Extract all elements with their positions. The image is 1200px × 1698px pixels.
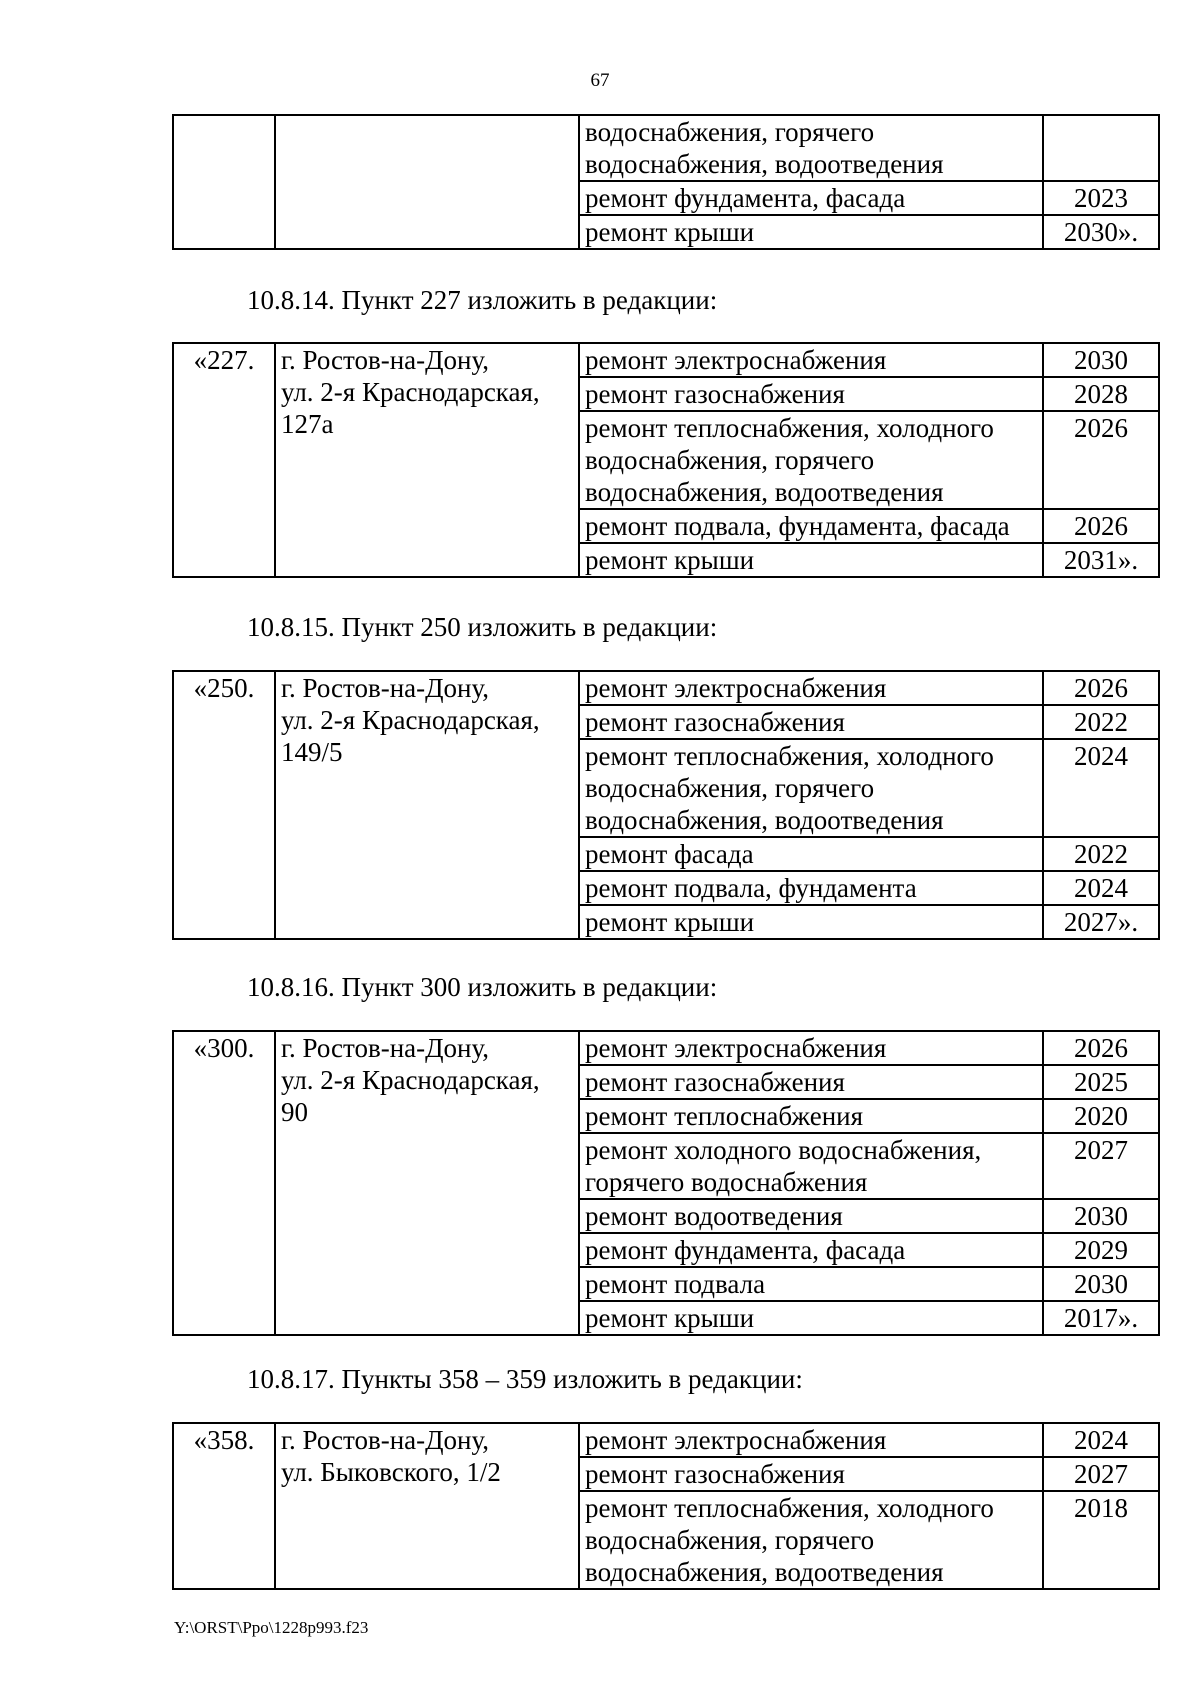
year-cell: 2023	[1043, 181, 1159, 215]
work-cell: ремонт теплоснабжения, холодного водоснабжения, горячего водоснабжения, водоотведения	[579, 739, 1043, 837]
work-cell: ремонт фундамента, фасада	[579, 181, 1043, 215]
year-cell: 2024	[1043, 1423, 1159, 1457]
section-heading: 10.8.17. Пункты 358 – 359 изложить в редакции:	[247, 1364, 803, 1394]
work-cell: ремонт водоотведения	[579, 1199, 1043, 1233]
year-cell: 2030	[1043, 1267, 1159, 1301]
year-cell: 2024	[1043, 739, 1159, 837]
year-cell: 2026	[1043, 1031, 1159, 1065]
year-cell: 2022	[1043, 705, 1159, 739]
year-cell: 2027	[1043, 1457, 1159, 1491]
item-table	[172, 670, 1160, 940]
section-heading: 10.8.14. Пункт 227 изложить в редакции:	[247, 285, 718, 315]
address-cell: г. Ростов-на-Дону, ул. 2-я Краснодарская, 127а	[275, 343, 579, 577]
address-cell	[275, 115, 579, 249]
address-cell: г. Ростов-на-Дону, ул. 2-я Краснодарская, 149/5	[275, 671, 579, 939]
year-cell: 2024	[1043, 871, 1159, 905]
item-table	[172, 1030, 1160, 1336]
work-cell: ремонт газоснабжения	[579, 1065, 1043, 1099]
work-cell: ремонт газоснабжения	[579, 705, 1043, 739]
year-cell: 2022	[1043, 837, 1159, 871]
work-cell: ремонт теплоснабжения	[579, 1099, 1043, 1133]
work-cell: ремонт фасада	[579, 837, 1043, 871]
year-cell: 2027».	[1043, 905, 1159, 939]
year-cell: 2017».	[1043, 1301, 1159, 1335]
year-cell: 2030	[1043, 1199, 1159, 1233]
year-cell: 2029	[1043, 1233, 1159, 1267]
work-cell: ремонт теплоснабжения, холодного водоснабжения, горячего водоснабжения, водоотведения	[579, 1491, 1043, 1589]
work-cell: ремонт подвала	[579, 1267, 1043, 1301]
work-cell: ремонт крыши	[579, 1301, 1043, 1335]
table-row	[173, 1031, 1159, 1065]
section-heading: 10.8.16. Пункт 300 изложить в редакции:	[247, 972, 718, 1002]
work-cell: ремонт газоснабжения	[579, 377, 1043, 411]
year-cell: 2028	[1043, 377, 1159, 411]
item-table	[172, 342, 1160, 578]
continuation-table	[172, 114, 1160, 250]
item-table	[172, 1422, 1160, 1590]
item-number-cell	[173, 115, 275, 249]
year-cell: 2018	[1043, 1491, 1159, 1589]
work-cell: ремонт электроснабжения	[579, 671, 1043, 705]
work-cell: ремонт холодного водоснабжения, горячего водоснабжения	[579, 1133, 1043, 1199]
year-cell: 2026	[1043, 671, 1159, 705]
work-cell: ремонт подвала, фундамента, фасада	[579, 509, 1043, 543]
table-row	[173, 343, 1159, 377]
file-path-footer: Y:\ORST\Ppo\1228p993.f23	[174, 1618, 369, 1637]
year-cell: 2026	[1043, 411, 1159, 509]
year-cell: 2030».	[1043, 215, 1159, 249]
work-cell: ремонт электроснабжения	[579, 1423, 1043, 1457]
work-cell: водоснабжения, горячего водоснабжения, водоотведения	[579, 115, 1043, 181]
item-number-cell: «300.	[173, 1031, 275, 1335]
year-cell: 2025	[1043, 1065, 1159, 1099]
table-row	[173, 1423, 1159, 1457]
table-row	[173, 115, 1159, 181]
year-cell: 2026	[1043, 509, 1159, 543]
item-number-cell: «227.	[173, 343, 275, 577]
work-cell: ремонт теплоснабжения, холодного водоснабжения, горячего водоснабжения, водоотведения	[579, 411, 1043, 509]
work-cell: ремонт газоснабжения	[579, 1457, 1043, 1491]
work-cell: ремонт подвала, фундамента	[579, 871, 1043, 905]
item-number-cell: «250.	[173, 671, 275, 939]
work-cell: ремонт крыши	[579, 215, 1043, 249]
work-cell: ремонт крыши	[579, 905, 1043, 939]
work-cell: ремонт крыши	[579, 543, 1043, 577]
section-heading: 10.8.15. Пункт 250 изложить в редакции:	[247, 612, 718, 642]
address-cell: г. Ростов-на-Дону, ул. Быковского, 1/2	[275, 1423, 579, 1589]
year-cell: 2027	[1043, 1133, 1159, 1199]
work-cell: ремонт электроснабжения	[579, 343, 1043, 377]
work-cell: ремонт электроснабжения	[579, 1031, 1043, 1065]
item-number-cell: «358.	[173, 1423, 275, 1589]
year-cell	[1043, 115, 1159, 181]
table-row	[173, 671, 1159, 705]
work-cell: ремонт фундамента, фасада	[579, 1233, 1043, 1267]
address-cell: г. Ростов-на-Дону, ул. 2-я Краснодарская, 90	[275, 1031, 579, 1335]
year-cell: 2030	[1043, 343, 1159, 377]
year-cell: 2031».	[1043, 543, 1159, 577]
year-cell: 2020	[1043, 1099, 1159, 1133]
page-number: 67	[590, 70, 610, 91]
